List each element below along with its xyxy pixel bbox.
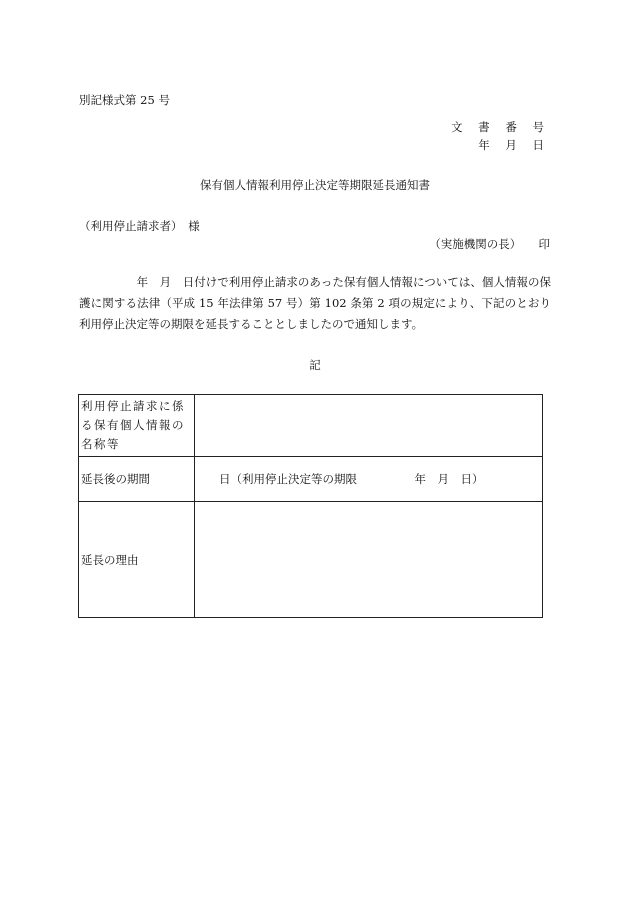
body-paragraph	[79, 272, 551, 335]
table-row	[79, 395, 543, 457]
period-value: 日（利用停止決定等の期限 年 月 日）	[195, 457, 543, 502]
detail-table	[78, 394, 543, 618]
issuer-signature: （実施機関の長） 印	[429, 237, 550, 251]
table-row	[79, 502, 543, 618]
info-name-value-cell	[195, 395, 543, 457]
form-number: 別記様式第 25 号	[79, 93, 170, 107]
ki-heading: 記	[309, 358, 321, 372]
info-name-label-cell	[79, 395, 195, 457]
addressee: （利用停止請求者） 様	[79, 219, 200, 233]
body-indent	[79, 275, 137, 289]
info-name-label: 利用停止請求に係る保有個人情報の名称等	[81, 399, 185, 451]
document-title: 保有個人情報利用停止決定等期限延長通知書	[200, 178, 430, 192]
reason-label: 延長の理由	[79, 502, 195, 618]
body-text: 年 月 日付けで利用停止請求のあった保有個人情報については、個人情報の保護に関する法律（平成 15 年法律第 57 号）第 102 条第 2 項の規定により、下記のとおり利用停止決定等の期限を延長することとしましたので通知します。	[79, 275, 551, 331]
document-number-label: 文 書 番 号	[451, 120, 550, 134]
reason-value-cell	[195, 502, 543, 618]
period-label: 延長後の期間	[79, 457, 195, 502]
document-date: 年 月 日	[478, 138, 550, 152]
table-row	[79, 457, 543, 502]
